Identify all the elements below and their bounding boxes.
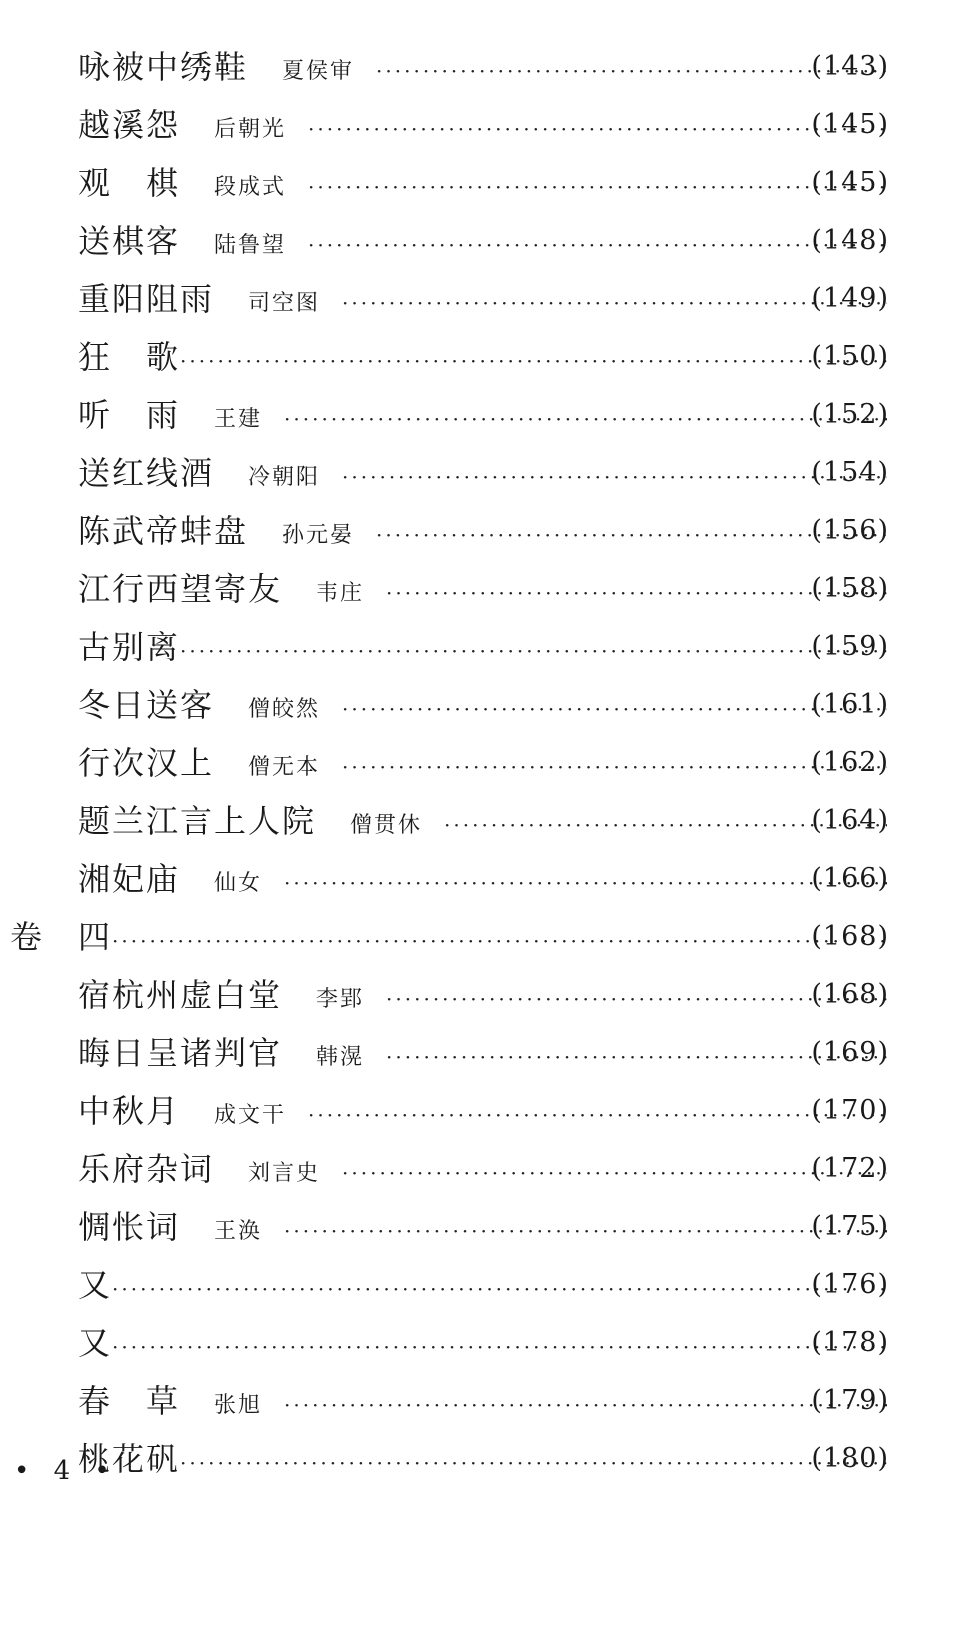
entry-page-number: (179)	[811, 1385, 889, 1416]
entry-author: 后朝光	[214, 117, 287, 142]
toc-entry	[0, 850, 977, 908]
entry-page-number: (170)	[811, 1095, 889, 1126]
toc-line	[78, 966, 887, 1029]
entry-title: 咏被中绣鞋	[78, 48, 249, 86]
toc-entry	[0, 1024, 977, 1082]
entry-author: 韦庄	[316, 581, 365, 606]
toc-line	[78, 386, 887, 449]
dot-leader	[112, 1318, 887, 1376]
toc-line	[78, 502, 887, 565]
entry-author: 刘言史	[248, 1161, 321, 1186]
entry-page-number: (148)	[811, 225, 889, 256]
entry-author: 司空图	[248, 291, 321, 316]
dot-leader	[180, 332, 887, 390]
toc-entry	[0, 676, 977, 734]
entry-title: 湘妃庙	[78, 860, 181, 898]
toc-entry	[0, 966, 977, 1024]
toc-entry	[0, 908, 977, 966]
toc-line	[78, 38, 887, 101]
entry-page-number: (168)	[811, 979, 889, 1010]
toc-line	[78, 1372, 887, 1435]
entry-author: 王涣	[214, 1219, 263, 1244]
entry-page-number: (150)	[811, 341, 889, 372]
toc-entry	[0, 328, 977, 386]
toc-line	[78, 560, 887, 623]
dot-leader	[112, 1260, 887, 1318]
entry-page-number: (143)	[811, 51, 889, 82]
toc-line	[78, 1314, 887, 1376]
toc-line	[78, 676, 887, 739]
entry-title: 陈武帝蚌盘	[78, 512, 249, 550]
entry-page-number: (176)	[811, 1269, 889, 1300]
dot-leader	[180, 622, 887, 680]
toc-line	[78, 212, 887, 275]
entry-title: 四	[78, 918, 113, 956]
toc-entry	[0, 1430, 977, 1488]
entry-title: 桃花矾	[78, 1440, 181, 1478]
toc-line	[78, 1198, 887, 1261]
entry-title: 观 棋	[78, 164, 181, 202]
toc-line	[78, 618, 887, 680]
entry-title: 重阳阻雨	[78, 280, 215, 318]
entry-title: 又	[78, 1266, 113, 1304]
entry-author: 僧无本	[248, 755, 321, 780]
entry-page-number: (154)	[811, 457, 889, 488]
toc-entry	[0, 618, 977, 676]
toc-entry	[0, 1082, 977, 1140]
toc-entry	[0, 502, 977, 560]
entry-author: 王建	[214, 407, 263, 432]
toc-entry	[0, 212, 977, 270]
toc-line	[78, 1024, 887, 1087]
dot-leader	[284, 854, 887, 912]
toc-entry	[0, 1198, 977, 1256]
dot-leader	[342, 680, 887, 738]
entry-author: 夏侯审	[282, 59, 355, 84]
toc-entry	[0, 560, 977, 618]
dot-leader	[342, 1144, 887, 1202]
entry-author: 孙元晏	[282, 523, 355, 548]
entry-author: 陆鲁望	[214, 233, 287, 258]
entry-page-number: (162)	[811, 747, 889, 778]
entry-author: 韩滉	[316, 1045, 365, 1070]
entry-title: 又	[78, 1324, 113, 1362]
entry-author: 张旭	[214, 1393, 263, 1418]
entry-author: 李郢	[316, 987, 365, 1012]
toc-line	[78, 270, 887, 333]
toc-line	[78, 908, 887, 970]
table-of-contents	[0, 38, 977, 1488]
entry-author: 冷朝阳	[248, 465, 321, 490]
dot-leader	[376, 506, 887, 564]
toc-line	[78, 96, 887, 159]
entry-title: 惆怅词	[78, 1208, 181, 1246]
toc-entry	[0, 270, 977, 328]
entry-page-number: (164)	[811, 805, 889, 836]
entry-title: 听 雨	[78, 396, 181, 434]
dot-leader	[112, 912, 887, 970]
toc-line	[78, 328, 887, 390]
entry-author: 僧贯休	[350, 813, 423, 838]
entry-page-number: (178)	[811, 1327, 889, 1358]
toc-line	[78, 734, 887, 797]
entry-title: 狂 歌	[78, 338, 181, 376]
toc-line	[78, 1430, 887, 1492]
entry-author: 成文干	[214, 1103, 287, 1128]
toc-line	[78, 1082, 887, 1145]
toc-entry	[0, 1140, 977, 1198]
dot-leader	[342, 738, 887, 796]
toc-entry	[0, 38, 977, 96]
entry-title: 送棋客	[78, 222, 181, 260]
toc-entry	[0, 792, 977, 850]
entry-page-number: (152)	[811, 399, 889, 430]
toc-entry	[0, 1314, 977, 1372]
entry-author: 仙女	[214, 871, 263, 896]
dot-leader	[284, 1376, 887, 1434]
dot-leader	[342, 274, 887, 332]
entry-page-number: (145)	[811, 109, 889, 140]
entry-page-number: (158)	[811, 573, 889, 604]
dot-leader	[376, 42, 887, 100]
dot-leader	[308, 216, 887, 274]
toc-line	[78, 154, 887, 217]
entry-title: 乐府杂词	[78, 1150, 215, 1188]
entry-author: 僧皎然	[248, 697, 321, 722]
entry-page-number: (169)	[811, 1037, 889, 1068]
entry-page-number: (175)	[811, 1211, 889, 1242]
toc-line	[78, 850, 887, 913]
dot-leader	[342, 448, 887, 506]
entry-title: 送红线酒	[78, 454, 215, 492]
entry-page-number: (145)	[811, 167, 889, 198]
dot-leader	[308, 1086, 887, 1144]
entry-page-number: (161)	[811, 689, 889, 720]
toc-entry	[0, 96, 977, 154]
toc-line	[78, 792, 887, 855]
dot-leader	[284, 1202, 887, 1260]
entry-title: 春 草	[78, 1382, 181, 1420]
toc-entry	[0, 1372, 977, 1430]
entry-page-number: (149)	[811, 283, 889, 314]
entry-title: 越溪怨	[78, 106, 181, 144]
entry-page-number: (166)	[811, 863, 889, 894]
entry-title: 行次汉上	[78, 744, 215, 782]
entry-title: 题兰江言上人院	[78, 802, 317, 840]
entry-page-number: (168)	[811, 921, 889, 952]
toc-line	[78, 1256, 887, 1318]
entry-title: 古别离	[78, 628, 181, 666]
dot-leader	[180, 1434, 887, 1492]
entry-page-number: (172)	[811, 1153, 889, 1184]
entry-page-number: (159)	[811, 631, 889, 662]
dot-leader	[284, 390, 887, 448]
toc-entry	[0, 1256, 977, 1314]
entry-author: 段成式	[214, 175, 287, 200]
toc-line	[78, 1140, 887, 1203]
toc-line	[78, 444, 887, 507]
page-number: • 4 •	[14, 1456, 118, 1486]
entry-title: 中秋月	[78, 1092, 181, 1130]
entry-title: 晦日呈诸判官	[78, 1034, 283, 1072]
entry-page-number: (156)	[811, 515, 889, 546]
dot-leader	[308, 100, 887, 158]
toc-entry	[0, 734, 977, 792]
entry-title: 宿杭州虚白堂	[78, 976, 283, 1014]
entry-page-number: (180)	[811, 1443, 889, 1474]
entry-title: 冬日送客	[78, 686, 215, 724]
toc-entry	[0, 444, 977, 502]
entry-title: 江行西望寄友	[78, 570, 283, 608]
toc-entry	[0, 154, 977, 212]
toc-entry	[0, 386, 977, 444]
dot-leader	[308, 158, 887, 216]
volume-label: 卷	[10, 918, 43, 956]
